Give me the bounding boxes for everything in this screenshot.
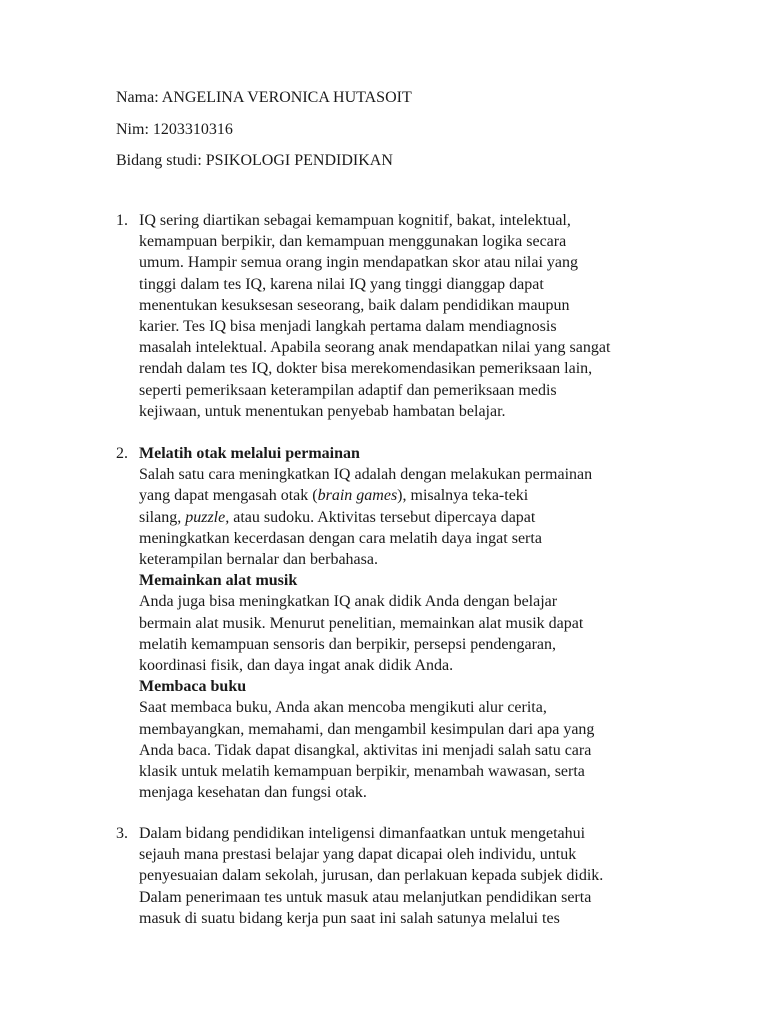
text-line: Dalam bidang pendidikan inteligensi dimanfaatkan untuk mengetahui	[139, 825, 586, 842]
text-line: sejauh mana prestasi belajar yang dapat dicapai oleh individu, untuk	[139, 846, 577, 864]
text-fragment: ), misalnya teka-teki	[397, 487, 529, 505]
text-line: umum. Hampir semua orang ingin mendapatkan skor atau nilai yang	[139, 254, 578, 272]
text-line: koordinasi fisik, dan daya ingat anak didik Anda.	[139, 657, 454, 675]
section-heading: Memainkan alat musik	[139, 572, 298, 590]
text-fragment: atau sudoku. Aktivitas tersebut dipercaya dapat	[229, 508, 536, 526]
italic-term: brain games	[317, 487, 398, 505]
text-line: Salah satu cara meningkatkan IQ adalah dengan melakukan permainan	[139, 466, 593, 484]
text-fragment: silang,	[139, 508, 186, 526]
text-line: rendah dalam tes IQ, dokter bisa merekomendasikan pemeriksaan lain,	[139, 360, 593, 378]
text-line: bermain alat musik. Menurut penelitian, memainkan alat musik dapat	[139, 614, 584, 632]
text-line: meningkatkan kecerdasan dengan cara melatih daya ingat serta	[139, 529, 542, 547]
item-body	[139, 443, 696, 803]
text-line	[139, 485, 696, 506]
text-line: karier. Tes IQ bisa menjadi langkah pertama dalam mendiagnosis	[139, 318, 557, 336]
study-field: Bidang studi: PSIKOLOGI PENDIDIKAN	[116, 152, 393, 169]
text-line: keterampilan bernalar dan berbahasa.	[139, 551, 378, 569]
student-nim: Nim: 1203310316	[116, 121, 233, 138]
text-fragment: yang dapat mengasah otak (	[139, 487, 318, 505]
italic-term: puzzle,	[185, 508, 230, 526]
answer-item-3	[116, 823, 696, 929]
text-line: Dalam penerimaan tes untuk masuk atau melanjutkan pendidikan serta	[139, 888, 592, 906]
text-line: tinggi dalam tes IQ, karena nilai IQ yang tinggi dianggap dapat	[139, 275, 544, 293]
text-line: masalah intelektual. Apabila seorang anak mendapatkan nilai yang sangat	[139, 339, 611, 357]
text-line: seperti pemeriksaan keterampilan adaptif dan pemeriksaan medis	[139, 381, 557, 399]
text-line: membayangkan, memahami, dan mengambil kesimpulan dari apa yang	[139, 720, 595, 738]
text-line	[139, 507, 696, 528]
text-line: klasik untuk melatih kemampuan berpikir, menambah wawasan, serta	[139, 763, 585, 781]
text-line: kemampuan berpikir, dan kemampuan menggunakan logika secara	[139, 233, 567, 251]
item-body	[139, 823, 696, 929]
answer-item-2	[116, 443, 696, 803]
section-heading: Membaca buku	[139, 678, 247, 696]
text-line: menentukan kesuksesan seseorang, baik dalam pendidikan maupun	[139, 296, 570, 314]
item-number: 1.	[116, 212, 128, 229]
text-line: penyesuaian dalam sekolah, jurusan, dan perlakuan kepada subjek didik.	[139, 867, 604, 885]
text-line: kejiwaan, untuk menentukan penyebab hambatan belajar.	[139, 402, 506, 420]
item-number: 3.	[116, 825, 128, 842]
text-line: melatih kemampuan sensoris dan berpikir, persepsi pendengaran,	[139, 635, 557, 653]
student-name: Nama: ANGELINA VERONICA HUTASOIT	[116, 89, 412, 106]
section-heading: Melatih otak melalui permainan	[139, 445, 360, 462]
text-line: IQ sering diartikan sebagai kemampuan kognitif, bakat, intelektual,	[139, 212, 571, 229]
answer-item-1	[116, 210, 696, 422]
text-line: menjaga kesehatan dan fungsi otak.	[139, 784, 367, 802]
text-line: Anda juga bisa meningkatkan IQ anak didik Anda dengan belajar	[139, 593, 558, 611]
item-number: 2.	[116, 445, 128, 462]
text-line: Anda baca. Tidak dapat disangkal, aktivitas ini menjadi salah satu cara	[139, 741, 592, 759]
text-line: masuk di suatu bidang kerja pun saat ini salah satunya melalui tes	[139, 909, 560, 927]
item-body	[139, 210, 696, 422]
text-line: Saat membaca buku, Anda akan mencoba mengikuti alur cerita,	[139, 699, 547, 717]
